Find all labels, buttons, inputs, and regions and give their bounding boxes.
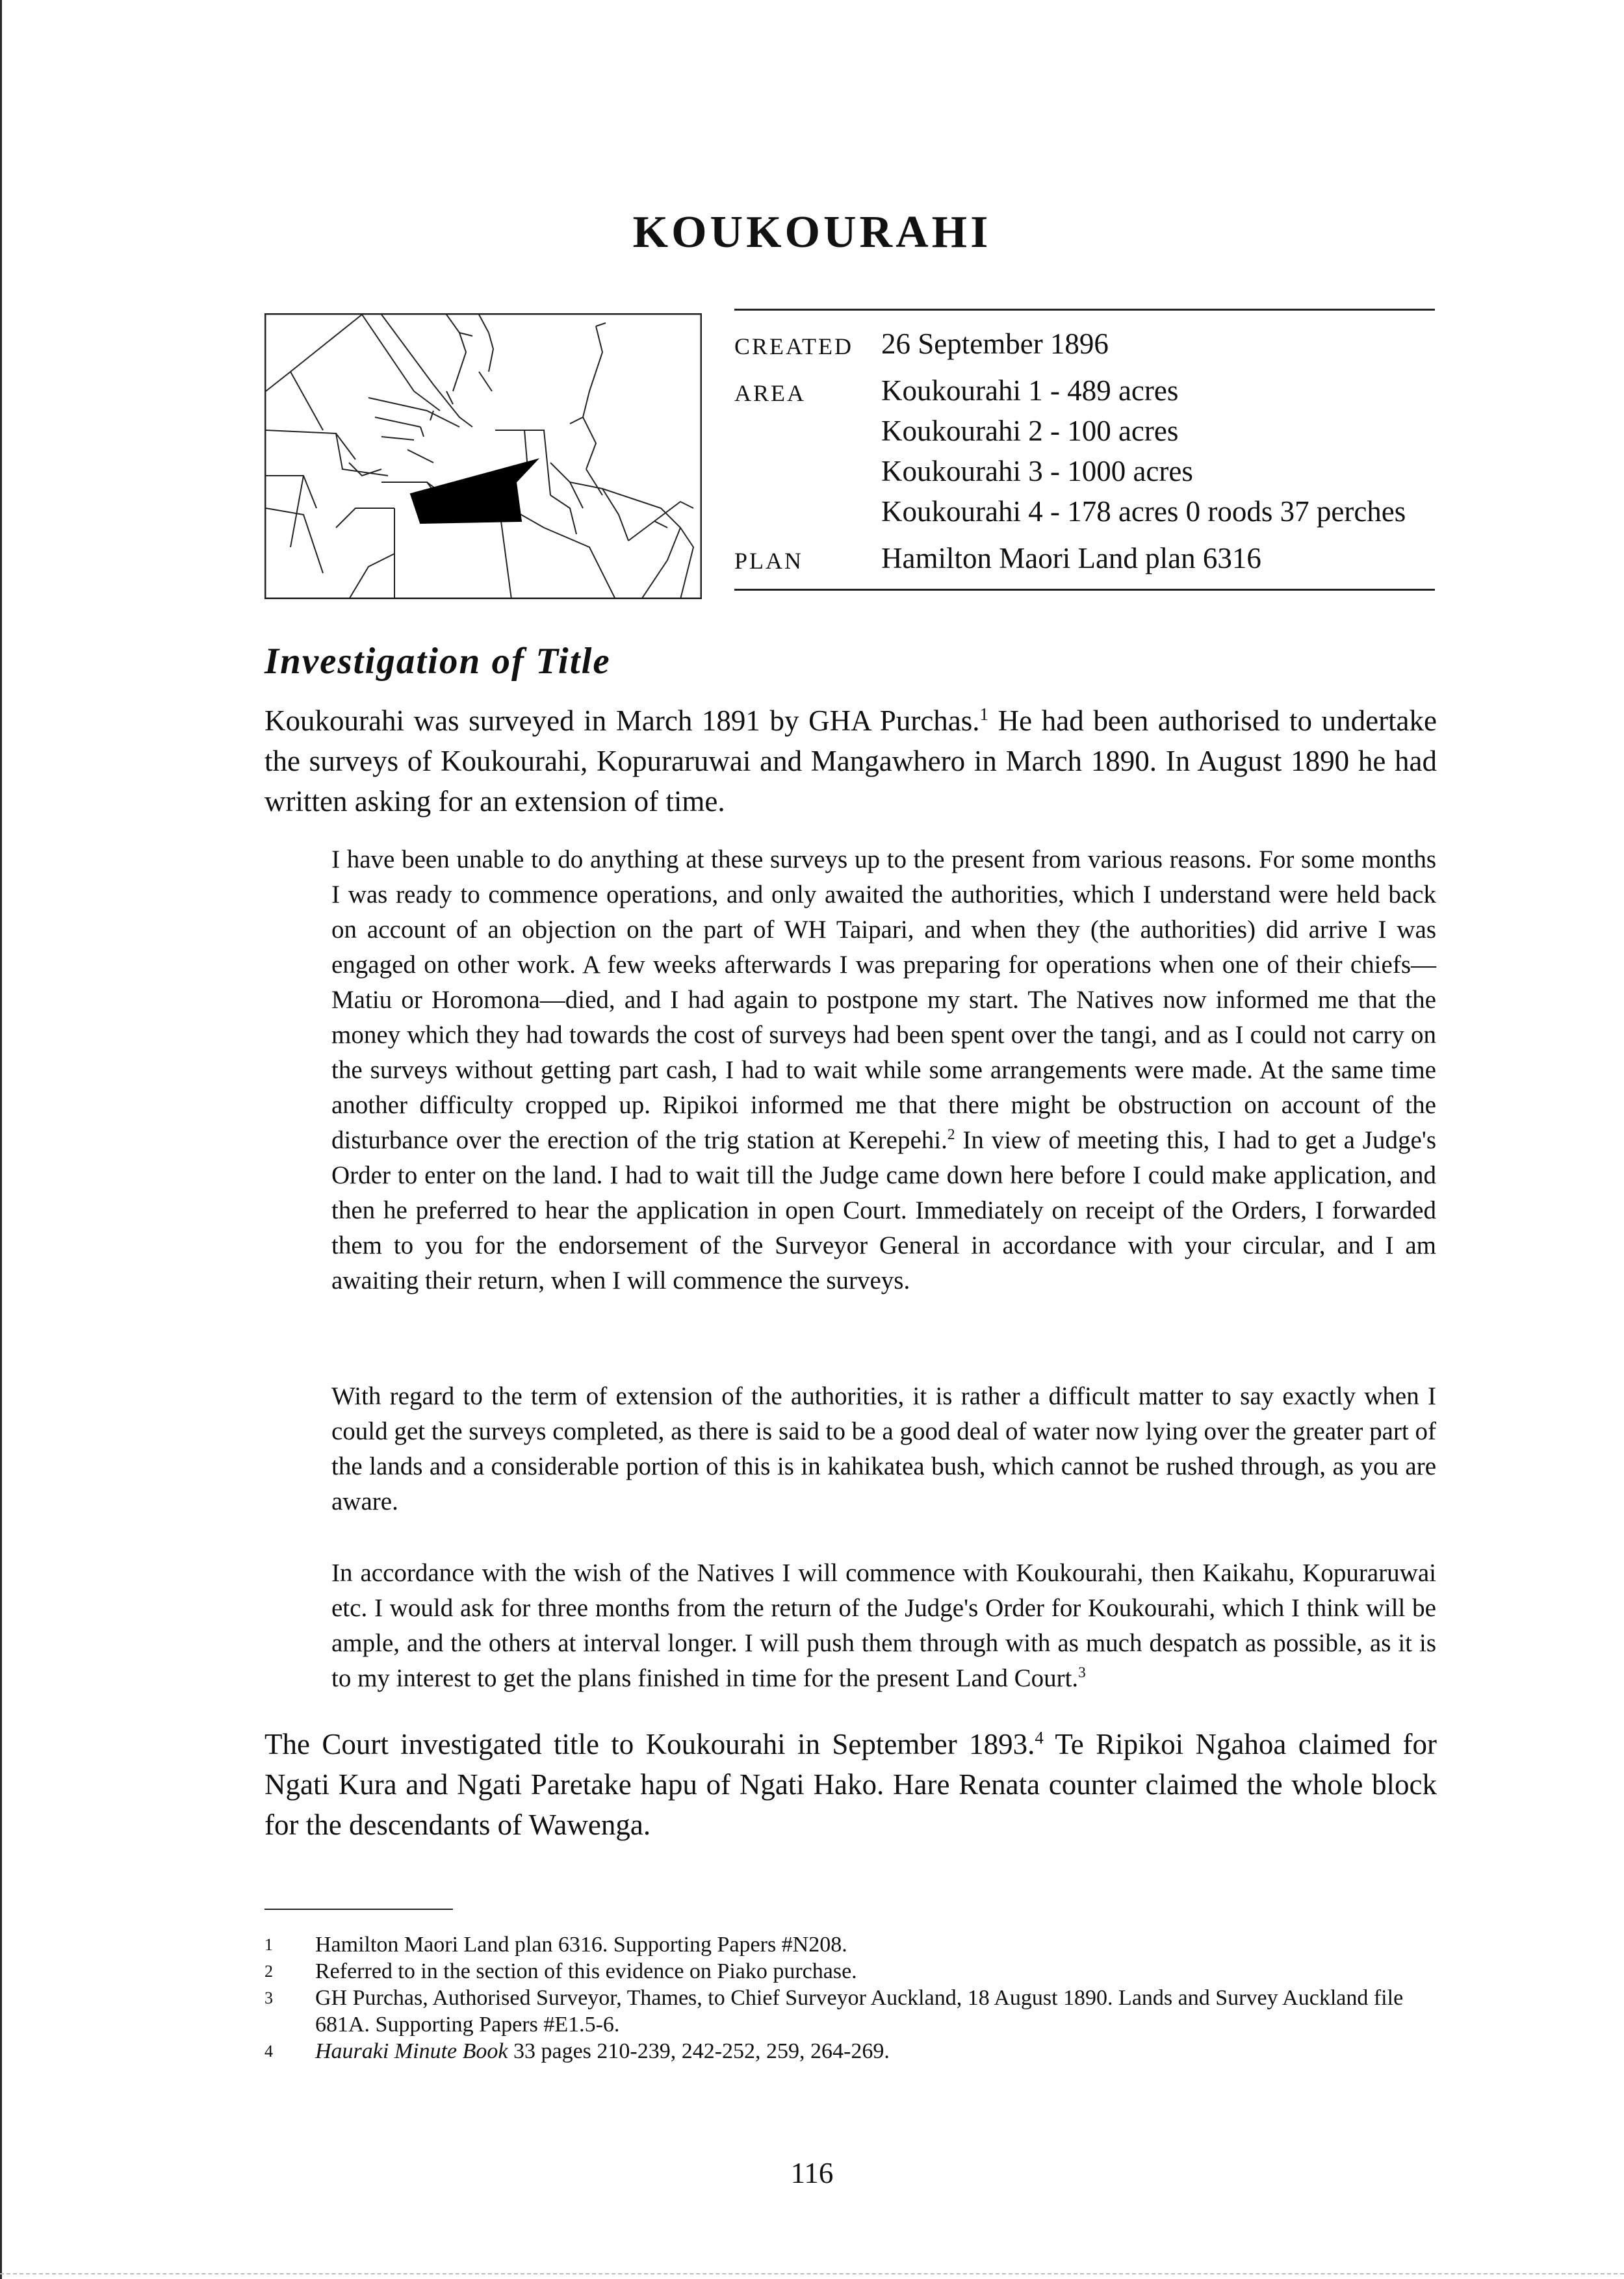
area-value: Koukourahi 1 - 489 acres [881, 374, 1179, 407]
footnote-number: 4 [264, 2042, 273, 2061]
footnote-number: 1 [264, 1935, 273, 1954]
footnote-source-title: Hauraki Minute Book [315, 2039, 508, 2063]
block-quote [331, 1379, 1436, 1519]
block-metadata [734, 309, 1435, 591]
footnote-reference: 1 [979, 704, 989, 724]
created-value: 26 September 1896 [881, 328, 1109, 360]
footnote-text: Referred to in the section of this evidence on Piako purchase. [315, 1959, 857, 1983]
block-location-map [264, 313, 702, 599]
footnote-reference: 3 [1078, 1664, 1086, 1681]
area-row [734, 370, 1406, 532]
quote-paragraph [331, 1556, 1436, 1696]
plan-label: PLAN [734, 548, 804, 574]
footnote-text: Hamilton Maori Land plan 6316. Supporting Papers #N208. [315, 1933, 847, 1957]
block-quote [331, 1556, 1436, 1696]
page-edge [0, 0, 2, 2279]
paragraph-text: Te Ripikoi Ngahoa claimed for Ngati Kura and Ngati Paretake hapu of Ngati Hako. Hare Renata counter claimed the whole block for the descendants of Wawenga. [264, 1728, 1437, 1841]
metadata-bottom-rule [734, 589, 1435, 591]
footnote-number: 2 [264, 1962, 273, 1981]
footnotes [264, 1931, 1434, 2065]
footnote [264, 2038, 1434, 2065]
footnote-reference: 2 [947, 1126, 955, 1143]
area-value: Koukourahi 4 - 178 acres 0 roods 37 perches [881, 495, 1406, 528]
quote-text: In accordance with the wish of the Natives I will commence with Koukourahi, then Kaikahu, Kopuraruwai etc. I would ask for three months from the return of the Judge's Order for Koukourahi, which I think will be ample, and the others at interval longer. I will push them through with as much despatch as possible, as it is to my interest to get the plans finished in time for the present Land Court. [331, 1559, 1436, 1692]
section-heading: Investigation of Title [264, 641, 611, 682]
metadata-top-rule [734, 309, 1435, 311]
quote-text: I have been unable to do anything at these surveys up to the present from various reasons. For some months I was ready to commence operations, and only awaited the authorities, which I understand were held back on account of an objection on the part of WH Taipari, and when they (the authorities) did arrive I was engaged on other work. A few weeks afterwards I was preparing for operations when one of their chiefs—Matiu or Horomona—died, and I had again to postpone my start. The Natives now informed me that the money which they had towards the cost of surveys had been spent over the tangi, and as I could not carry on the surveys without getting part cash, I had to wait while some arrangements were made. At the same time another difficulty cropped up. Ripikoi informed me that there might be obstruction on account of the disturbance over the erection of the trig station at Kerepehi. [331, 845, 1436, 1154]
paragraph-text: The Court investigated title to Koukourahi in September 1893. [264, 1728, 1035, 1760]
quote-paragraph [331, 842, 1436, 1298]
area-value: Koukourahi 2 - 100 acres [881, 415, 1179, 447]
paragraph-text: He had been authorised to undertake the surveys of Koukourahi, Kopuraruwai and Mangawhero in March 1890. In August 1890 he had written asking for an extension of time. [264, 704, 1437, 818]
plan-row [734, 538, 1406, 578]
footnote [264, 1931, 1434, 1958]
footnote-text: 33 pages 210-239, 242-252, 259, 264-269. [508, 2039, 890, 2063]
footnote-text: GH Purchas, Authorised Surveyor, Thames, to Chief Surveyor Auckland, 18 August 1890. Lands and Survey Auckland file 681A. Supporting Papers #E1.5-6. [315, 1986, 1404, 2037]
quote-text: In view of meeting this, I had to get a Judge's Order to enter on the land. I had to wait till the Judge came down here before I could make application, and then he preferred to hear the application in open Court. Immediately on receipt of the Orders, I forwarded them to you for the endorsement of the Surveyor General in accordance with your circular, and I am awaiting their return, when I will commence the surveys. [331, 1126, 1436, 1294]
quote-paragraph: With regard to the term of extension of the authorities, it is rather a difficult matter to say exactly when I could get the surveys completed, as there is said to be a good deal of water now lying over the greater part of the lands and a considerable portion of this is in kahikatea bush, which cannot be rushed through, as you are aware. [331, 1382, 1436, 1515]
page-bottom-edge [0, 2273, 1624, 2274]
footnote-number: 3 [264, 1989, 273, 2007]
page-title: KOUKOURAHI [632, 207, 992, 257]
footnote [264, 1958, 1434, 1985]
area-label: AREA [734, 380, 806, 406]
footnote-separator [264, 1909, 453, 1910]
footnote [264, 1985, 1434, 2038]
body-paragraph [264, 1724, 1437, 1845]
block-quote [331, 842, 1436, 1298]
page-number: 116 [790, 2157, 834, 2189]
metadata-table [734, 324, 1406, 578]
body-paragraph [264, 701, 1437, 821]
created-row [734, 324, 1406, 364]
area-value: Koukourahi 3 - 1000 acres [881, 455, 1193, 487]
plan-value: Hamilton Maori Land plan 6316 [881, 542, 1261, 574]
footnote-reference: 4 [1035, 1728, 1044, 1747]
paragraph-text: Koukourahi was surveyed in March 1891 by GHA Purchas. [264, 704, 980, 737]
created-label: CREATED [734, 333, 853, 359]
